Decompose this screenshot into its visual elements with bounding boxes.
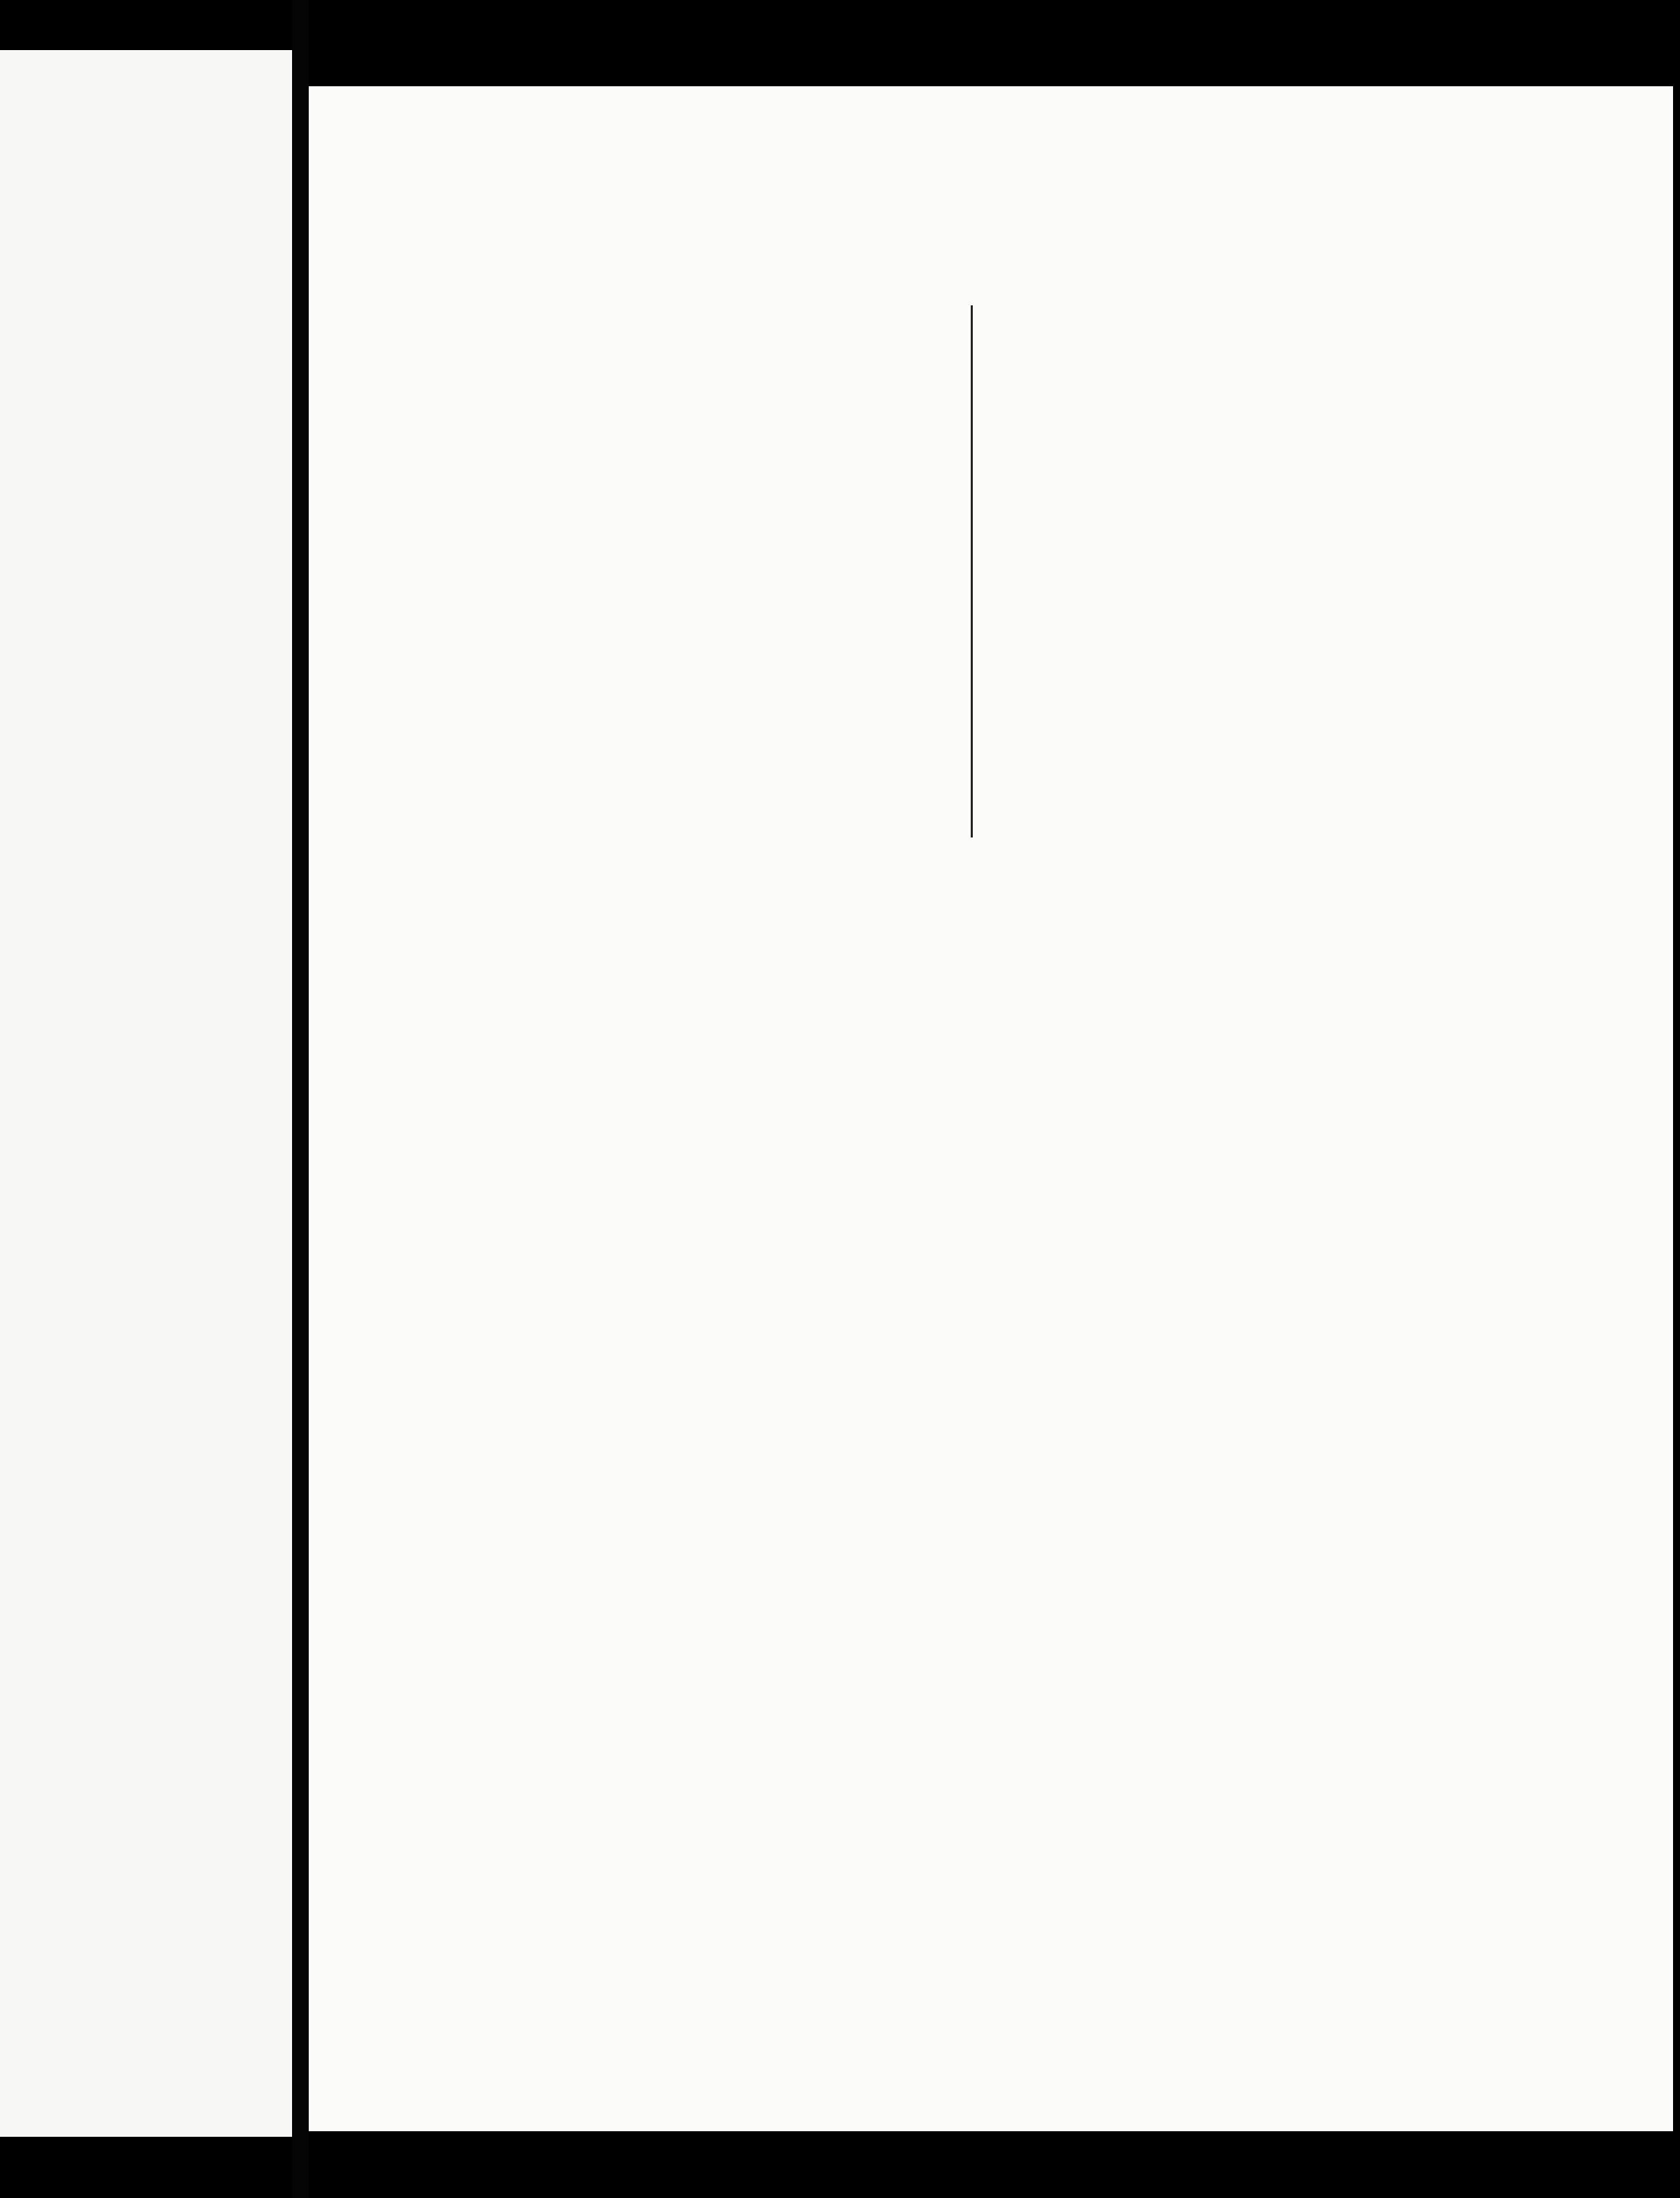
section-chief-clerk — [467, 462, 551, 473]
section-second-class-clerks — [990, 307, 1068, 323]
section-third-class-clerks — [983, 548, 1061, 563]
book-gutter — [292, 0, 309, 2198]
column-divider — [971, 305, 973, 837]
page — [309, 86, 1673, 2131]
facing-page — [0, 50, 296, 2137]
clerk-name — [467, 462, 551, 473]
